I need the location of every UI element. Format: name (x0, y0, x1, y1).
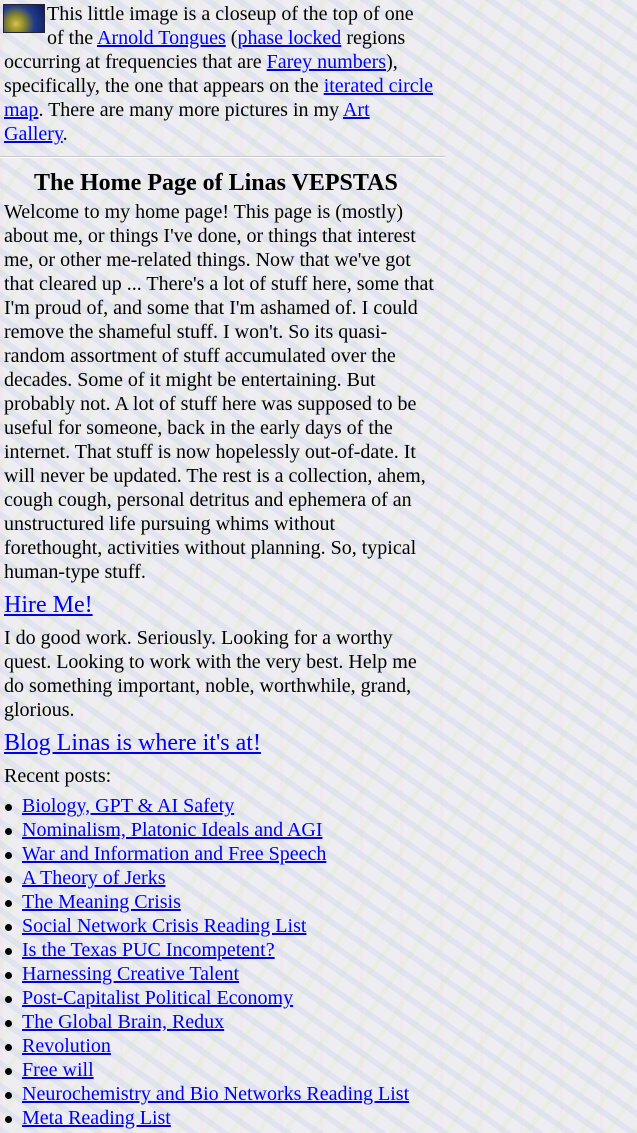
intro-text: . There are many more pictures in my (38, 99, 343, 121)
list-item (4, 842, 434, 866)
blog-post-link[interactable]: A Theory of Jerks (22, 867, 166, 889)
list-item (4, 914, 434, 938)
blog-link[interactable]: Blog Linas is where it's at! (4, 730, 261, 756)
phase-locked-link[interactable]: phase locked (237, 27, 342, 49)
list-item (4, 1082, 434, 1106)
intro-text: ), specifically, the one that appears on the (4, 51, 398, 97)
list-item (4, 890, 434, 914)
list-item (4, 818, 434, 842)
blog-post-link[interactable]: Biology, GPT & AI Safety (22, 795, 235, 817)
intro-text: This little image is a closeup of the top of one of the (47, 3, 414, 49)
blog-post-link[interactable]: The Meaning Crisis (22, 891, 181, 913)
hire-me-heading (4, 590, 434, 620)
blog-post-link[interactable]: Social Network Crisis Reading List (22, 915, 307, 937)
blog-post-link[interactable]: Is the Texas PUC Incompetent? (22, 939, 275, 961)
list-item (4, 1106, 434, 1130)
blog-post-link[interactable]: Nominalism, Platonic Ideals and AGI (22, 819, 323, 841)
intro-text: . (62, 123, 68, 145)
intro-paragraph (4, 2, 434, 146)
iterated-circle-map-link[interactable]: iterated circle map (4, 75, 434, 121)
art-gallery-link[interactable]: Art Gallery (4, 99, 370, 145)
blog-post-link[interactable]: Free will (22, 1059, 94, 1081)
arnold-tongue-thumbnail-image[interactable] (3, 4, 45, 33)
farey-numbers-link[interactable]: Farey numbers (266, 51, 387, 73)
intro-text: regions occurring at frequencies that are (4, 27, 406, 73)
list-item (4, 794, 434, 818)
list-item (4, 1034, 434, 1058)
recent-posts-label: Recent posts: (4, 765, 112, 787)
hire-me-link[interactable]: Hire Me! (4, 592, 93, 618)
list-item (4, 1058, 434, 1082)
list-item (4, 986, 434, 1010)
blog-post-link[interactable]: Revolution (22, 1035, 111, 1057)
page-content (4, 2, 434, 1130)
welcome-paragraph: Welcome to my home page! This page is (mostly) about me, or things I've done, or things that interest me, or other me-related things. Now that we've got that cleared up ... There's a lot of stuff here, some that I'm proud of, and some that I'm ashamed of. I could remove the shameful stuff. I won't. So its quasi-random assortment of stuff accumulated over the decades. Some of it might be entertaining. But probably not. A lot of stuff here was supposed to be useful for someone, back in the early days of the internet. That stuff is now hopelessly out-of-date. It will never be updated. The rest is a collection, ahem, cough cough, personal detritus and ephemera of an unstructured life pursuing whims without forethought, activities without planning. So, typical human-type stuff. (4, 201, 434, 583)
list-item (4, 962, 434, 986)
blog-post-link[interactable]: Harnessing Creative Talent (22, 963, 240, 985)
recent-posts-list (4, 794, 434, 1130)
blog-heading (4, 728, 434, 758)
page-title: The Home Page of Linas VEPSTAS (34, 170, 398, 196)
blog-post-link[interactable]: Neurochemistry and Bio Networks Reading List (22, 1083, 410, 1105)
blog-post-link[interactable]: War and Information and Free Speech (22, 843, 327, 865)
list-item (4, 866, 434, 890)
list-item (4, 938, 434, 962)
arnold-tongues-link[interactable]: Arnold Tongues (97, 27, 226, 49)
divider (0, 156, 445, 158)
blog-post-link[interactable]: Meta Reading List (22, 1107, 171, 1129)
blog-post-link[interactable]: The Global Brain, Redux (22, 1011, 225, 1033)
blog-post-link[interactable]: Post-Capitalist Political Economy (22, 987, 294, 1009)
intro-text: ( (225, 27, 238, 49)
list-item (4, 1010, 434, 1034)
hire-me-paragraph: I do good work. Seriously. Looking for a worthy quest. Looking to work with the very best. Help me do something important, noble, worthwhile, grand, glorious. (4, 627, 417, 721)
